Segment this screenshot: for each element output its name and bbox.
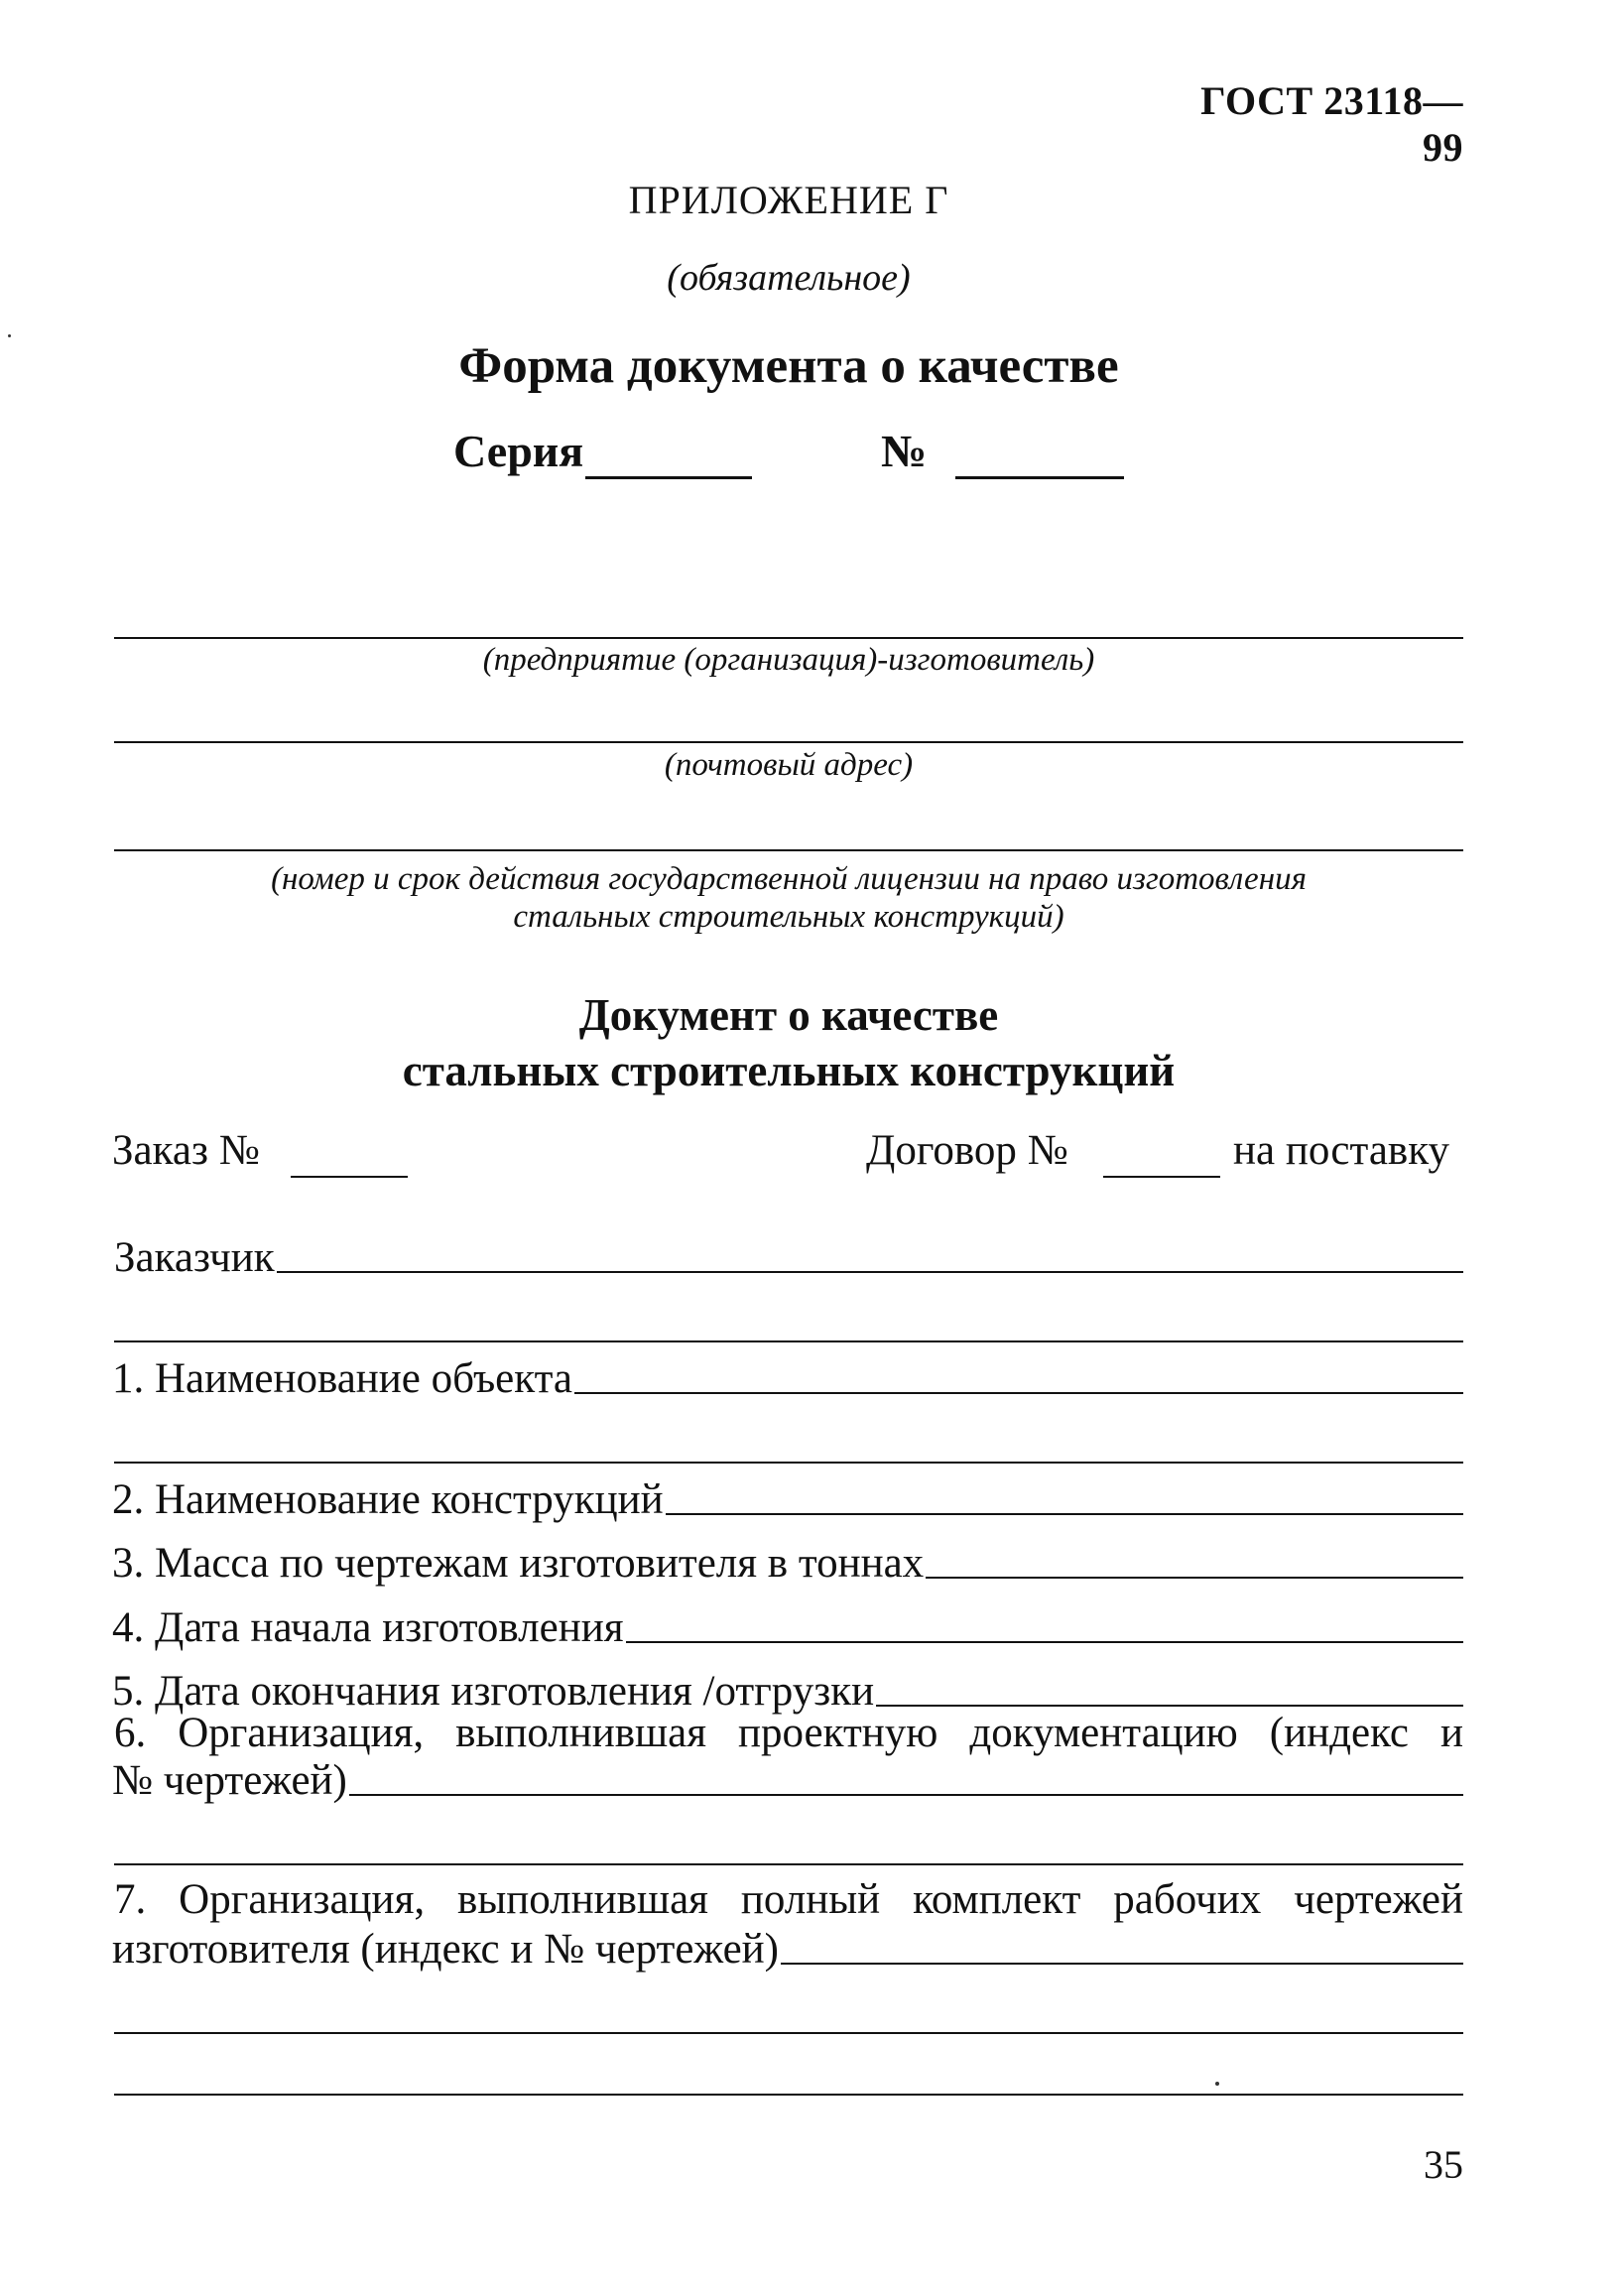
license-caption-line2: стальных строительных конструкций) <box>513 899 1064 935</box>
item1-line <box>574 1392 1463 1394</box>
document-title-line2: стальных строительных конструкций <box>402 1046 1176 1095</box>
item3-field <box>112 1539 1463 1588</box>
item2-line <box>666 1513 1463 1515</box>
customer-label: Заказчик <box>114 1234 275 1281</box>
series-label: Серия <box>453 426 584 476</box>
scan-speck <box>1215 2082 1219 2086</box>
item1-field <box>112 1354 1463 1403</box>
customer-field <box>114 1233 1463 1282</box>
item4-field <box>112 1603 1463 1652</box>
item7-field <box>112 1925 1463 1974</box>
license-line <box>114 849 1463 851</box>
series-field-line <box>585 476 752 479</box>
item4-line <box>626 1641 1463 1643</box>
item3-line <box>926 1577 1463 1579</box>
item6-line2: № чертежей) <box>112 1757 347 1804</box>
number-field-line <box>955 476 1124 479</box>
item6-line <box>349 1794 1463 1796</box>
document-title-line1: Документ о качестве <box>578 990 999 1040</box>
item2-label: 2. Наименование конструкций <box>112 1476 664 1523</box>
item7-line-extra2 <box>114 2094 1463 2096</box>
form-title: Форма документа о качестве <box>458 338 1119 394</box>
scan-speck-left <box>8 334 11 337</box>
item7-line2: изготовителя (индекс и № чертежей) <box>112 1926 779 1973</box>
item6-line1: 6. Организация, выполнившая проектную документацию (индекс и <box>114 1710 1463 1756</box>
customer-line <box>277 1271 1463 1273</box>
document-title <box>0 987 1577 1098</box>
item7-line <box>781 1963 1463 1965</box>
item6-field <box>112 1756 1463 1805</box>
license-caption-line1: (номер и срок действия государственной лицензии на право изготовления <box>271 861 1307 897</box>
item4-label: 4. Дата начала изготовления <box>112 1604 624 1651</box>
item2-field <box>112 1475 1463 1524</box>
appendix-title: ПРИЛОЖЕНИЕ Г <box>628 178 949 222</box>
postal-address-caption: (почтовый адрес) <box>664 747 914 783</box>
order-label: Заказ № <box>112 1127 260 1174</box>
standard-code: ГОСТ 23118—99 <box>1200 78 1463 170</box>
appendix-status: (обязательное) <box>667 257 911 299</box>
number-label: № <box>881 426 928 476</box>
item7-line1: 7. Организация, выполнившая полный комплект рабочих чертежей <box>114 1876 1463 1923</box>
item5-line <box>876 1705 1463 1707</box>
item3-label: 3. Масса по чертежам изготовителя в тоннах <box>112 1540 925 1587</box>
page-number: 35 <box>1424 2142 1463 2187</box>
contract-label: Договор № <box>866 1127 1068 1174</box>
item1-label: 1. Наименование объекта <box>112 1355 572 1402</box>
contract-suffix: на поставку <box>1233 1127 1450 1174</box>
item5-label: 5. Дата окончания изготовления /отгрузки <box>112 1668 875 1715</box>
item1-line-extra <box>114 1462 1463 1464</box>
item7-line-extra1 <box>114 2032 1463 2034</box>
customer-line-extra <box>114 1340 1463 1342</box>
manufacturer-caption: (предприятие (организация)-изготовитель) <box>482 642 1095 678</box>
contract-number-line <box>1103 1176 1220 1178</box>
order-number-line <box>291 1176 408 1178</box>
item6-line-extra <box>114 1863 1463 1865</box>
